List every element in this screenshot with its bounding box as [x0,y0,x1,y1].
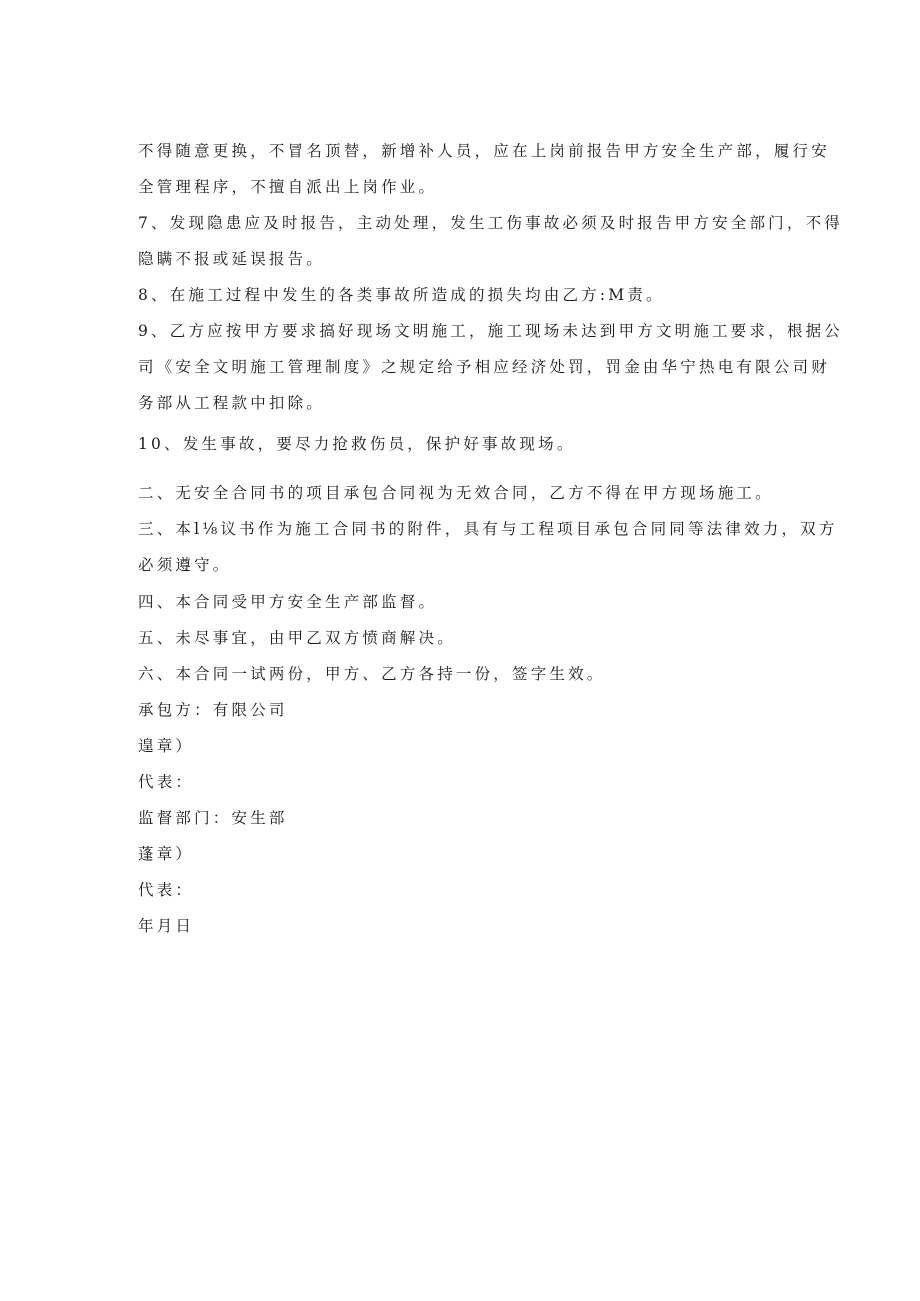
clause-7-line-2: 隐瞒不报或延误报告。 [138,250,326,268]
supervisor-representative: 代表： [138,881,195,899]
section-2: 二、无安全合同书的项目承包合同视为无效合同，乙方不得在甲方现场施工。 [138,484,774,502]
date-line: 年月日 [138,917,195,935]
paragraph-line-6-cont-2: 全管理程序，不擅自派出上岗作业。 [138,178,438,196]
section-6: 六、本合同一试两份，甲方、乙方各持一份，签字生效。 [138,665,606,683]
section-5: 五、未尽事宜，由甲乙双方愤商解决。 [138,629,456,647]
contractor-label: 承包方：有限公司 [138,701,288,719]
supervisor-label: 监督部门：安生部 [138,809,288,827]
clause-9-line-2: 司《安全文明施工管理制度》之规定给予相应经济处罚，罚金由华宁热电有限公司财 [138,358,830,376]
clause-9-line-3: 务部从工程款中扣除。 [138,394,326,412]
clause-7-line-1: 7、发现隐患应及时报告，主动处理，发生工伤事故必须及时报告甲方安全部门，不得 [138,214,843,232]
clause-9-line-1: 9、乙方应按甲方要求搞好现场文明施工，施工现场未达到甲方文明施工要求，根据公 [138,322,843,340]
contractor-seal: 遑章） [138,737,195,755]
section-4: 四、本合同受甲方安全生产部监督。 [138,593,438,611]
paragraph-line-6-cont-1: 不得随意更换，不冒名顶替，新增补人员，应在上岗前报告甲方安全生产部，履行安 [138,142,830,160]
clause-8: 8、在施工过程中发生的各类事故所造成的损失均由乙方:M责。 [138,286,665,304]
section-3-line-2: 必须遵守。 [138,556,232,574]
contractor-representative: 代表： [138,773,195,791]
supervisor-seal: 蓬章） [138,845,195,863]
section-3-line-1: 三、本l⅛议书作为施工合同书的附件，具有与工程项目承包合同同等法律效力，双方 [138,520,838,538]
clause-10: 10、发生事故，要尽力抢救伤员，保护好事故现场。 [138,435,576,453]
